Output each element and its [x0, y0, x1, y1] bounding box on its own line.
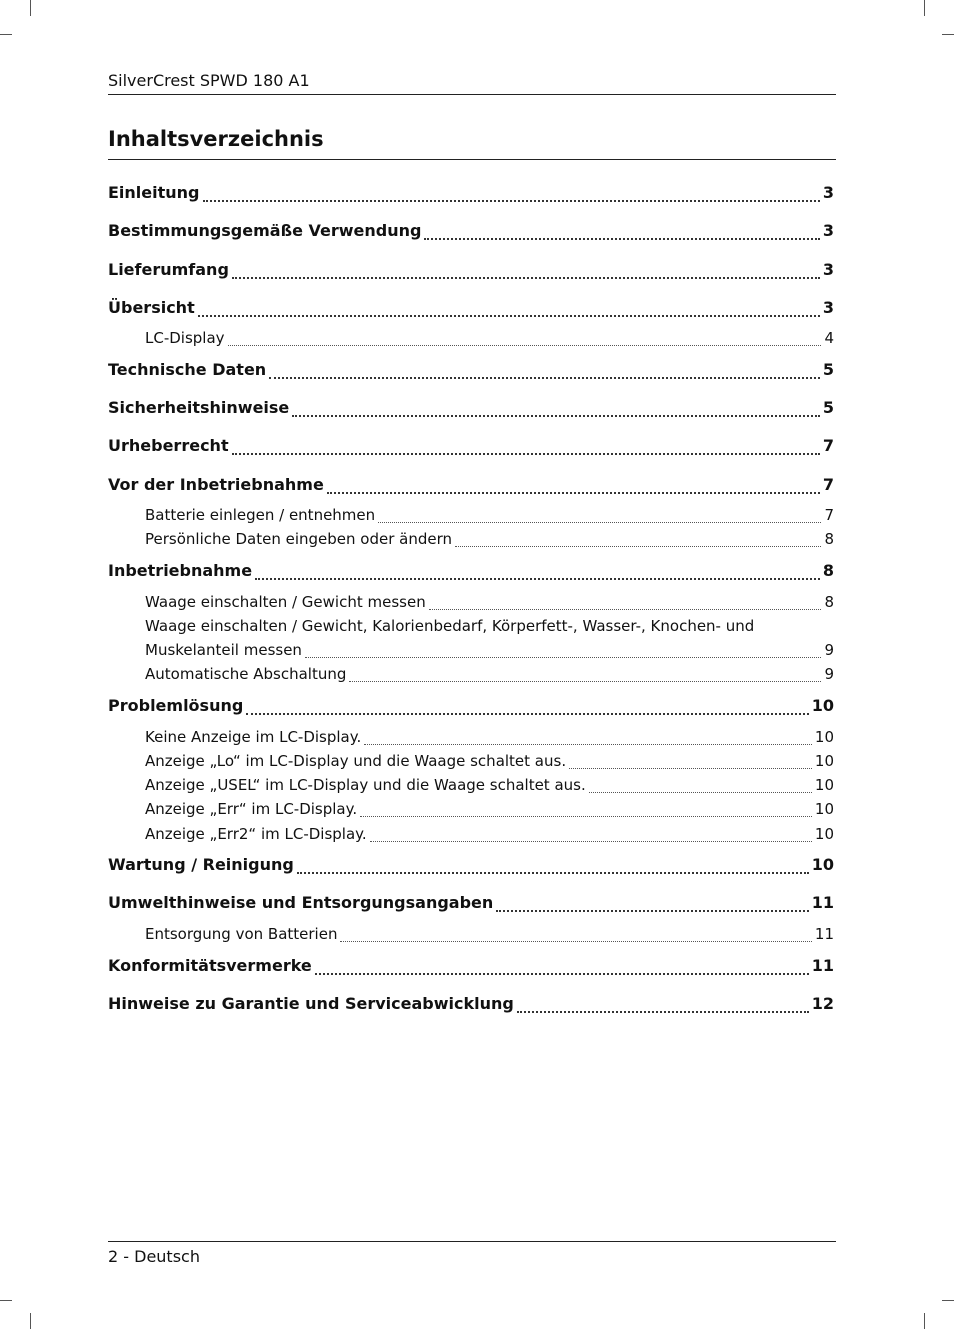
toc-entry-page: 4: [824, 329, 834, 347]
dot-leader: [269, 377, 820, 379]
toc-entry-page: 8: [824, 593, 834, 611]
toc-entry-page: 3: [822, 183, 834, 202]
toc-entry-page: 10: [814, 728, 834, 746]
toc-subentry[interactable]: [145, 530, 834, 552]
dot-leader: [378, 522, 821, 523]
toc-entry[interactable]: [108, 475, 834, 499]
toc-entry[interactable]: [108, 298, 834, 322]
dot-leader: [246, 713, 808, 715]
toc-entry-label: Anzeige „Err“ im LC-Display.: [145, 800, 358, 818]
dot-leader: [517, 1011, 809, 1013]
page-footer: 2 - Deutsch: [108, 1247, 200, 1266]
dot-leader: [340, 941, 811, 942]
toc-entry-page: 9: [824, 641, 834, 659]
crop-mark: [0, 1300, 12, 1301]
toc-entry-page: 8: [824, 530, 834, 548]
toc-entry-label: Keine Anzeige im LC-Display.: [145, 728, 362, 746]
crop-mark: [942, 1300, 954, 1301]
dot-leader: [203, 200, 820, 202]
dot-leader: [349, 681, 821, 682]
toc-entry-page: 10: [811, 696, 834, 715]
toc-entry-label: Hinweise zu Garantie und Serviceabwicklung: [108, 994, 514, 1013]
toc-entry-label: Sicherheitshinweise: [108, 398, 290, 417]
toc-entry-page: 3: [822, 260, 834, 279]
toc-heading: Inhaltsverzeichnis: [108, 127, 324, 151]
toc-entry-label: Anzeige „USEL“ im LC-Display und die Waage schaltet aus.: [145, 776, 586, 794]
toc-subentry[interactable]: [145, 776, 834, 798]
toc-entry-label: Konformitätsvermerke: [108, 956, 312, 975]
toc-subentry[interactable]: [145, 728, 834, 750]
toc-entry[interactable]: [108, 561, 834, 585]
toc-entry-label: Inbetriebnahme: [108, 561, 253, 580]
toc-entry[interactable]: [108, 183, 834, 207]
toc-entry[interactable]: [108, 360, 834, 384]
toc-entry-page: 9: [824, 665, 834, 683]
toc-subentry[interactable]: [145, 506, 834, 528]
running-header: SilverCrest SPWD 180 A1: [108, 71, 310, 90]
toc-entry[interactable]: [108, 855, 834, 879]
dot-leader: [305, 657, 822, 658]
toc-subentry[interactable]: [145, 925, 834, 947]
toc-entry-label: Anzeige „Err2“ im LC-Display.: [145, 825, 367, 843]
crop-mark: [924, 0, 925, 16]
toc-entry-label: Entsorgung von Batterien: [145, 925, 338, 943]
toc-entry-label: LC-Display: [145, 329, 225, 347]
dot-leader: [569, 768, 812, 769]
heading-rule: [108, 159, 836, 160]
toc-entry-label: Vor der Inbetriebnahme: [108, 475, 324, 494]
toc-subentry-first-line[interactable]: Waage einschalten / Gewicht, Kalorienbedarf, Körperfett-, Wasser-, Knochen- und: [145, 617, 755, 635]
dot-leader: [297, 872, 809, 874]
crop-mark: [30, 1313, 31, 1329]
toc-entry-page: 7: [822, 475, 834, 494]
toc-entry-label: Wartung / Reinigung: [108, 855, 294, 874]
toc-entry-label: Bestimmungsgemäße Verwendung: [108, 221, 422, 240]
toc-entry-page: 10: [814, 776, 834, 794]
footer-rule: [108, 1241, 836, 1242]
toc-subentry[interactable]: [145, 825, 834, 847]
toc-entry-label: Batterie einlegen / entnehmen: [145, 506, 376, 524]
toc-entry[interactable]: [108, 956, 834, 980]
toc-entry[interactable]: [108, 260, 834, 284]
toc-entry[interactable]: [108, 221, 834, 245]
toc-entry-label: Umwelthinweise und Entsorgungsangaben: [108, 893, 494, 912]
dot-leader: [232, 277, 820, 279]
toc-entry-page: 10: [814, 800, 834, 818]
toc-entry[interactable]: [108, 696, 834, 720]
toc-entry-label: Übersicht: [108, 298, 195, 317]
toc-entry-page: 3: [822, 221, 834, 240]
dot-leader: [424, 238, 819, 240]
toc-entry-label: Automatische Abschaltung: [145, 665, 347, 683]
toc-entry-page: 10: [811, 855, 834, 874]
toc-entry-label: Anzeige „Lo“ im LC-Display und die Waage schaltet aus.: [145, 752, 567, 770]
toc-entry-page: 10: [814, 752, 834, 770]
toc-entry[interactable]: [108, 893, 834, 917]
crop-mark: [0, 34, 12, 35]
toc-subentry[interactable]: [145, 752, 834, 774]
toc-entry-label: Technische Daten: [108, 360, 267, 379]
toc-entry-page: 11: [811, 893, 834, 912]
toc-entry-page: 11: [814, 925, 834, 943]
toc-entry-page: 8: [822, 561, 834, 580]
dot-leader: [496, 910, 808, 912]
dot-leader: [429, 609, 822, 610]
dot-leader: [198, 315, 820, 317]
toc-subentry[interactable]: [145, 800, 834, 822]
toc-entry-page: 5: [822, 398, 834, 417]
dot-leader: [255, 578, 820, 580]
toc-entry-label: Lieferumfang: [108, 260, 229, 279]
dot-leader: [360, 816, 812, 817]
toc-entry-page: 7: [822, 436, 834, 455]
toc-entry-page: 3: [822, 298, 834, 317]
dot-leader: [589, 792, 812, 793]
toc-subentry[interactable]: [145, 593, 834, 615]
crop-mark: [30, 0, 31, 16]
toc-entry[interactable]: [108, 436, 834, 460]
toc-entry[interactable]: [108, 398, 834, 422]
dot-leader: [228, 345, 822, 346]
toc-entry-page: 11: [811, 956, 834, 975]
toc-subentry[interactable]: [145, 329, 834, 351]
toc-subentry[interactable]: [145, 665, 834, 687]
toc-entry-label: Problemlösung: [108, 696, 244, 715]
toc-entry[interactable]: [108, 994, 834, 1018]
dot-leader: [364, 744, 812, 745]
crop-mark: [942, 34, 954, 35]
crop-mark: [924, 1313, 925, 1329]
dot-leader: [370, 841, 812, 842]
dot-leader: [232, 453, 820, 455]
toc-entry-page: 10: [814, 825, 834, 843]
toc-entry-label: Muskelanteil messen: [145, 641, 302, 659]
dot-leader: [315, 973, 809, 975]
toc-entry-page: 5: [822, 360, 834, 379]
toc-entry-label: Einleitung: [108, 183, 200, 202]
toc-entry-page: 7: [824, 506, 834, 524]
toc-subentry[interactable]: [145, 641, 834, 663]
toc-entry-label: Waage einschalten / Gewicht messen: [145, 593, 426, 611]
dot-leader: [292, 415, 820, 417]
dot-leader: [327, 492, 820, 494]
dot-leader: [455, 546, 821, 547]
toc-entry-label: Persönliche Daten eingeben oder ändern: [145, 530, 453, 548]
toc-entry-page: 12: [811, 994, 834, 1013]
header-rule: [108, 94, 836, 95]
toc-entry-label: Urheberrecht: [108, 436, 229, 455]
